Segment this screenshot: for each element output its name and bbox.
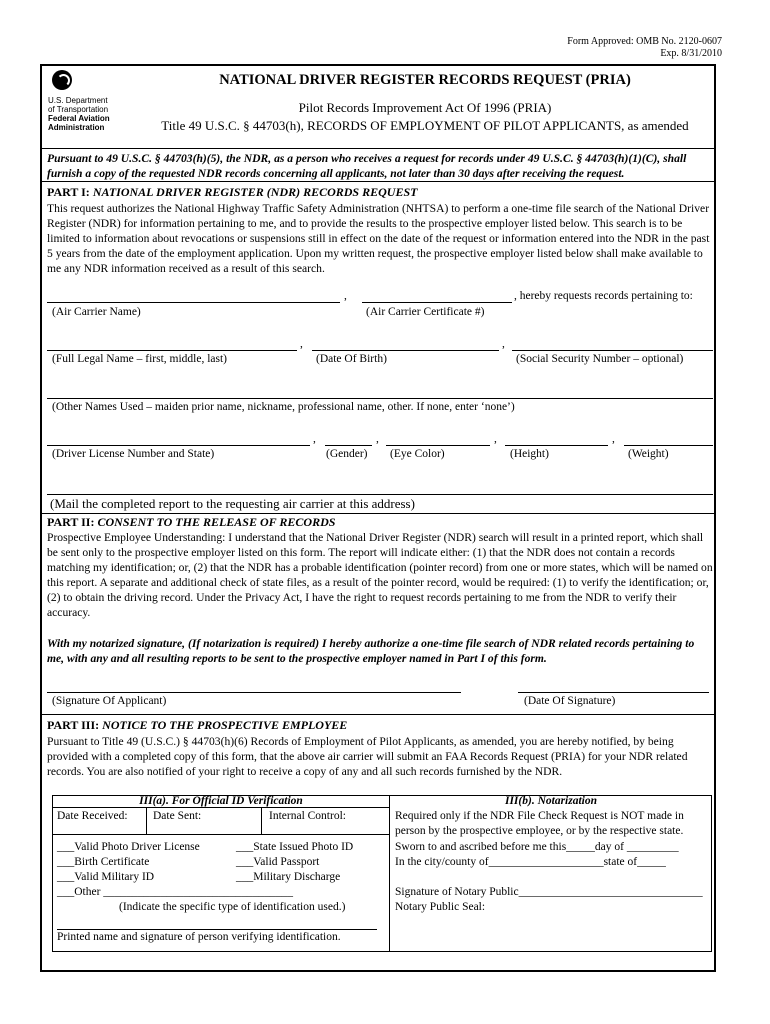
verification-table (52, 795, 712, 952)
id-option-passport[interactable]: ___Valid Passport (236, 856, 320, 868)
notarization-heading: III(b). Notarization (504, 795, 598, 807)
weight-field[interactable] (624, 445, 713, 446)
sworn-field[interactable]: Sworn to and ascribed before me this_____day of _________ (395, 841, 679, 853)
part3-body: Pursuant to Title 49 (U.S.C.) § 44703(h)(6) Records of Employment of Pilot Applicants, as amended, you are hereby notified, by being provided with a completed copy of this form, that the above air carrier will submit an FAA Records Request (PRIA) for your NDR related records. You are also notified of your right to receive a copy of any and all such records furnished by the NDR. (47, 735, 688, 778)
notarization-requirement: Required only if the NDR File Check Request is NOT made in person by the prospective employee, or by the respective state. (395, 810, 684, 837)
full-name-field[interactable] (47, 350, 297, 351)
id-option-birth-certificate[interactable]: ___Birth Certificate (57, 856, 150, 868)
divider (42, 181, 714, 182)
weight-label: (Weight) (628, 448, 669, 460)
agency-line3: Federal Aviation (48, 114, 110, 123)
air-carrier-name-label: (Air Carrier Name) (52, 306, 141, 318)
part1-title (47, 185, 417, 200)
omb-expiration: Exp. 8/31/2010 (660, 48, 722, 59)
indicate-id-note: (Indicate the specific type of identification used.) (119, 901, 346, 913)
divider (42, 513, 714, 514)
part1-body: This request authorizes the National Highway Traffic Safety Administration (NHTSA) to perform a one-time file search of the National Driver Register (NDR) for information pertaining to me, and to provide the results to the prospective employer listed below. This search is to be limited to information about revocations or suspensions still in effect on the date of the request or information entered into the NDR in the past 5 years from the date of the employment application. Upon my written request, the prospective employer listed below shall make available to me any NDR information received as a result of this search. (47, 202, 710, 275)
signature-date-field[interactable] (518, 692, 709, 693)
form-title: NATIONAL DRIVER REGISTER RECORDS REQUEST (PRIA) (219, 72, 631, 88)
subtitle-act: Pilot Records Improvement Act Of 1996 (PRIA) (298, 100, 552, 115)
city-state-field[interactable]: In the city/county of____________________state of_____ (395, 856, 666, 868)
applicant-signature-label: (Signature Of Applicant) (52, 695, 167, 707)
part1-heading: NATIONAL DRIVER REGISTER (NDR) RECORDS REQUEST (92, 185, 418, 199)
gender-field[interactable] (325, 445, 372, 446)
omb-number: Form Approved: OMB No. 2120-0607 (567, 36, 722, 47)
gender-label: (Gender) (326, 448, 368, 460)
mail-label: (Mail the completed report to the requesting air carrier at this address) (50, 496, 415, 511)
agency-line1: U.S. Department (48, 96, 108, 105)
other-names-label: (Other Names Used – maiden prior name, nickname, professional name, other. If none, enter ‘none’) (52, 401, 515, 413)
air-carrier-name-field[interactable] (47, 302, 340, 303)
id-option-military-discharge[interactable]: ___Military Discharge (236, 871, 341, 883)
dot-logo (48, 70, 124, 132)
date-sent-field[interactable]: Date Sent: (153, 810, 202, 822)
requests-text: , hereby requests records pertaining to: (514, 290, 693, 302)
omb-approval (567, 36, 722, 60)
part2-label: PART II: (47, 515, 95, 529)
air-carrier-cert-field[interactable] (362, 302, 512, 303)
eye-color-label: (Eye Color) (390, 448, 445, 460)
height-label: (Height) (510, 448, 549, 460)
agency-line2: of Transportation (48, 105, 109, 114)
ssn-field[interactable] (512, 350, 713, 351)
internal-control-field[interactable]: Internal Control: (269, 810, 346, 822)
id-option-driver-license[interactable]: ___Valid Photo Driver License (57, 841, 200, 853)
id-option-other[interactable]: ___Other _________________________________ (57, 886, 294, 898)
mail-address-field[interactable] (47, 494, 713, 495)
other-names-field[interactable] (47, 398, 713, 399)
air-carrier-cert-label: (Air Carrier Certificate #) (366, 306, 485, 318)
id-verification-heading: III(a). For Official ID Verification (139, 795, 303, 807)
part2-body: Prospective Employee Understanding: I understand that the National Driver Register (NDR) search will result in a printed report, which shall be sent only to the prospective employer listed on this form. The report will indicate either: (1) that the NDR does not contain a records matching my identification; or, (2) that the NDR has a probable identification (pointer record) from one or more states, which will be named on this report. A separate and additional check of state files, as a result of the pointer record, would be required: (1) to verify the identification; or, (2) to obtain the driving record. Under the Privacy Act, I have the right to request records pertaining to me from the NDR to verify their accuracy. (47, 531, 713, 619)
id-option-state-photo-id[interactable]: ___State Issued Photo ID (236, 841, 354, 853)
applicant-signature-field[interactable] (47, 692, 461, 693)
notary-seal-label: Notary Public Seal: (395, 901, 486, 913)
full-name-label: (Full Legal Name – first, middle, last) (52, 353, 228, 365)
dob-label: (Date Of Birth) (316, 353, 387, 365)
part3-title (47, 718, 347, 733)
part2-title (47, 515, 335, 530)
part2-heading: CONSENT TO THE RELEASE OF RECORDS (97, 515, 336, 529)
pursuant-notice: Pursuant to 49 U.S.C. § 44703(h)(5), the NDR, as a person who receives a request for records under 49 U.S.C. § 44703(h)(1)(C), shall furnish a copy of the requested NDR records concerning all applicants, not later than 30 days after receiving the request. (47, 152, 687, 180)
license-field[interactable] (47, 445, 310, 446)
license-label: (Driver License Number and State) (52, 448, 215, 460)
dot-seal-icon (52, 70, 72, 90)
id-option-military-id[interactable]: ___Valid Military ID (57, 871, 155, 883)
divider (42, 714, 714, 715)
part3-heading: NOTICE TO THE PROSPECTIVE EMPLOYEE (102, 718, 348, 732)
form-subtitle (140, 99, 710, 135)
part3-label: PART III: (47, 718, 100, 732)
dob-field[interactable] (312, 350, 499, 351)
agency-line4: Administration (48, 123, 105, 132)
eye-color-field[interactable] (386, 445, 490, 446)
date-received-field[interactable]: Date Received: (57, 810, 128, 822)
signature-date-label: (Date Of Signature) (524, 695, 616, 707)
height-field[interactable] (505, 445, 608, 446)
notary-signature-field[interactable]: Signature of Notary Public________________________________ (395, 886, 703, 898)
subtitle-title49: Title 49 U.S.C. § 44703(h), RECORDS OF EMPLOYMENT OF PILOT APPLICANTS, as amended (161, 118, 689, 133)
verifier-signature-label: Printed name and signature of person verifying identification. (57, 931, 341, 943)
notarized-statement: With my notarized signature, (If notarization is required) I hereby authorize a one-time file search of NDR related records pertaining to me, with any and all resulting reports to be sent to the prospective employer named in Part I of this form. (47, 637, 695, 665)
divider (42, 148, 714, 149)
part1-label: PART I: (47, 185, 90, 199)
ssn-label: (Social Security Number – optional) (516, 353, 684, 365)
